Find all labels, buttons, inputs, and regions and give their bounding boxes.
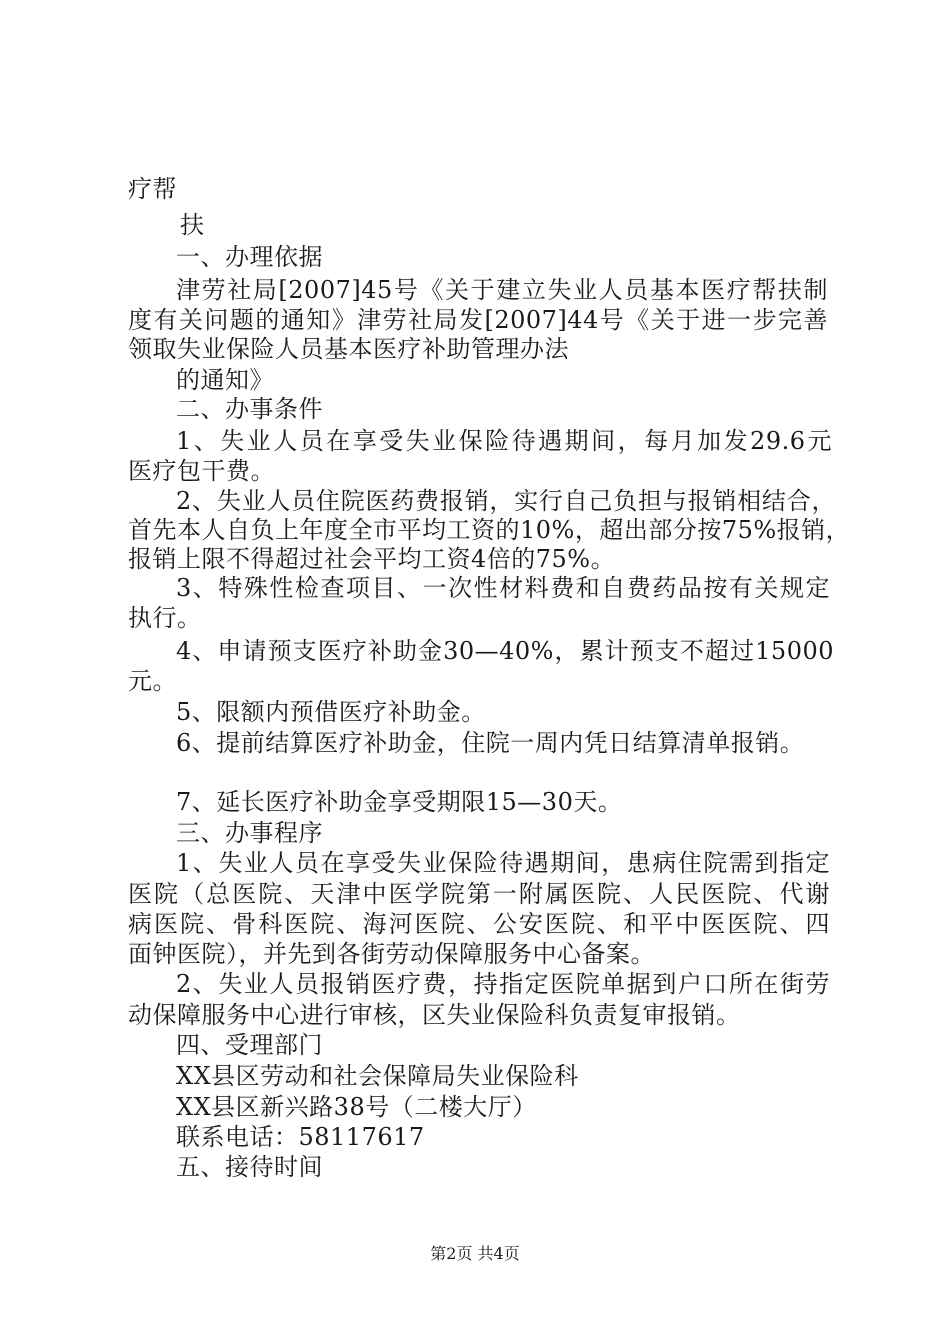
text-line: 疗帮 [128, 175, 177, 203]
text-line: 7、延长医疗补助金享受期限15—30天。 [176, 788, 623, 816]
text-line: 元。 [128, 667, 177, 695]
text-line: XX县区劳动和社会保障局失业保险科 [176, 1062, 579, 1090]
text-line: 医院（总医院、天津中医学院第一附属医院、人民医院、代谢 [128, 880, 830, 908]
text-line: 1、失业人员在享受失业保险待遇期间，患病住院需到指定 [176, 849, 830, 877]
text-line: 1、失业人员在享受失业保险待遇期间，每月加发29.6元 [176, 427, 832, 455]
text-line: 执行。 [128, 604, 202, 632]
text-line: XX县区新兴路38号（二楼大厅） [176, 1093, 537, 1121]
text-line: 首先本人自负上年度全市平均工资的10%，超出部分按75%报销， [128, 516, 851, 544]
page-number-footer: 第2页 共4页 [430, 1244, 520, 1263]
section-heading: 五、接待时间 [176, 1153, 323, 1181]
text-line: 面钟医院），并先到各街劳动保障服务中心备案。 [128, 940, 655, 968]
text-line: 6、提前结算医疗补助金，住院一周内凭日结算清单报销。 [176, 729, 805, 757]
text-line: 动保障服务中心进行审核，区失业保险科负责复审报销。 [128, 1001, 741, 1029]
text-line: 联系电话：58117617 [176, 1123, 425, 1151]
text-line: 5、限额内预借医疗补助金。 [176, 698, 486, 726]
text-line: 医疗包干费。 [128, 457, 275, 485]
section-heading: 四、受理部门 [176, 1031, 323, 1059]
text-line: 的通知》 [176, 366, 274, 394]
text-line: 扶 [180, 211, 205, 239]
text-line: 2、失业人员住院医药费报销，实行自己负担与报销相结合， [176, 487, 836, 515]
section-heading: 二、办事条件 [176, 395, 323, 423]
text-line: 报销上限不得超过社会平均工资4倍的75%。 [128, 545, 616, 573]
text-line: 津劳社局[2007]45号《关于建立失业人员基本医疗帮扶制 [176, 276, 828, 304]
text-line: 病医院、骨科医院、海河医院、公安医院、和平中医医院、四 [128, 910, 830, 938]
section-heading: 一、办理依据 [176, 243, 323, 271]
text-line: 4、申请预支医疗补助金30—40%，累计预支不超过15000 [176, 637, 834, 665]
text-line: 领取失业保险人员基本医疗补助管理办法 [128, 335, 569, 363]
text-line: 3、特殊性检查项目、一次性材料费和自费药品按有关规定 [176, 574, 830, 602]
text-line: 2、失业人员报销医疗费，持指定医院单据到户口所在街劳 [176, 970, 830, 998]
section-heading: 三、办事程序 [176, 819, 323, 847]
text-line: 度有关问题的通知》津劳社局发[2007]44号《关于进一步完善 [128, 306, 828, 334]
